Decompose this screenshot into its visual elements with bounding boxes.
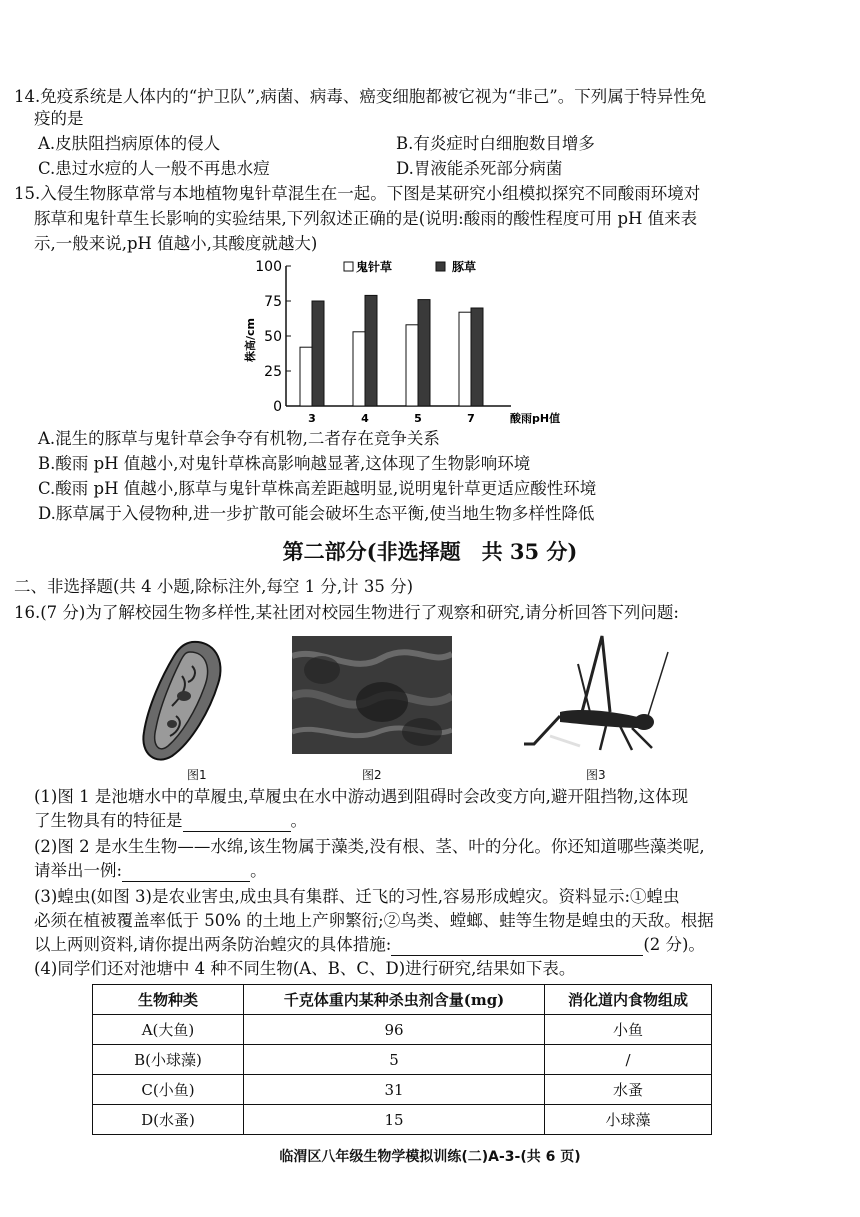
table-cell: 水蚤	[545, 1075, 712, 1105]
y-tick-label: 100	[255, 259, 282, 275]
bar-tuncao	[471, 308, 483, 406]
y-axis-label: 株高/cm	[244, 318, 257, 362]
q16-part1-line1: (1)图 1 是池塘水中的草履虫,草履虫在水中游动遇到阻碍时会改变方向,避开阻挡物,这体现	[34, 787, 689, 806]
x-tick-label: 5	[414, 412, 422, 425]
table-cell: D(水蚤)	[93, 1105, 244, 1135]
q15-stem-line1: 15.入侵生物豚草常与本地植物鬼针草混生在一起。下图是某研究小组模拟探究不同酸雨环境对	[14, 184, 701, 203]
q15-option-d: D.豚草属于入侵物种,进一步扩散可能会破坏生态平衡,使当地生物多样性降低	[38, 504, 595, 523]
q16-part2-line1: (2)图 2 是水生生物——水绵,该生物属于藻类,没有根、茎、叶的分化。你还知道哪些藻类呢,	[34, 837, 705, 856]
q16-stem: 16.(7 分)为了解校园生物多样性,某社团对校园生物进行了观察和研究,请分析回答下列问题:	[14, 603, 679, 622]
q15-option-b: B.酸雨 pH 值越小,对鬼针草株高影响越显著,这体现了生物影响环境	[38, 454, 531, 473]
table-row	[93, 1045, 712, 1075]
figure2-caption: 图2	[362, 768, 382, 782]
q14-option-c: C.患过水痘的人一般不再患水痘	[38, 159, 270, 178]
q16-part3-line3: 以上两则资料,请你提出两条防治蝗灾的具体措施: (2 分)。	[34, 935, 705, 954]
q16-part2-line2: 请举出一例: 。	[34, 861, 267, 880]
figure1-caption: 图1	[187, 768, 207, 782]
table-cell: 5	[244, 1045, 545, 1075]
q15-stem-line3: 示,一般来说,pH 值越小,其酸度就越大)	[34, 234, 318, 253]
legend-swatch-tuncao	[436, 262, 445, 271]
table-cell: 15	[244, 1105, 545, 1135]
y-tick-label: 25	[264, 364, 282, 380]
table-header-row	[93, 985, 712, 1015]
q16-part4: (4)同学们还对池塘中 4 种不同生物(A、B、C、D)进行研究,结果如下表。	[34, 959, 576, 978]
q15-option-c: C.酸雨 pH 值越小,豚草与鬼针草株高差距越明显,说明鬼针草更适应酸性环境	[38, 479, 597, 498]
legend-label-guizhencao: 鬼针草	[356, 260, 393, 274]
answer-blank-3[interactable]	[391, 937, 643, 956]
grasshopper-image	[520, 632, 670, 756]
bar-guizhencao	[300, 347, 312, 406]
page-footer: 临渭区八年级生物学模拟训练(二)A-3-(共 6 页)	[279, 1149, 581, 1165]
ph-height-bar-chart	[240, 256, 580, 426]
table-header-cell: 生物种类	[93, 985, 244, 1015]
y-tick-label: 0	[273, 399, 282, 415]
answer-blank-1[interactable]	[183, 813, 291, 832]
table-cell: 小鱼	[545, 1015, 712, 1045]
table-header-cell: 千克体重内某种杀虫剂含量(mg)	[244, 985, 545, 1015]
bar-tuncao	[365, 295, 377, 406]
x-tick-label: 3	[308, 412, 316, 425]
q14-option-b: B.有炎症时白细胞数目增多	[396, 134, 595, 153]
q16-part1-line2: 了生物具有的特征是 。	[34, 811, 307, 830]
y-tick-label: 50	[264, 329, 282, 345]
table-cell: 小球藻	[545, 1105, 712, 1135]
answer-blank-2[interactable]	[122, 863, 250, 882]
legend-swatch-guizhencao	[344, 262, 353, 271]
table-cell: B(小球藻)	[93, 1045, 244, 1075]
table-cell: C(小鱼)	[93, 1075, 244, 1105]
part2-title: 第二部分(非选择题 共 35 分)	[282, 539, 578, 564]
q15-stem-line2: 豚草和鬼针草生长影响的实验结果,下列叙述正确的是(说明:酸雨的酸性程度可用 pH 值来表	[34, 209, 698, 228]
table-row	[93, 1105, 712, 1135]
table-row	[93, 1075, 712, 1105]
q14-stem-line1: 14.免疫系统是人体内的“护卫队”,病菌、病毒、癌变细胞都被它视为“非己”。下列属于特异性免	[14, 87, 707, 106]
paramecium-image	[132, 636, 232, 764]
figure3-caption: 图3	[586, 768, 606, 782]
spirogyra-image	[292, 636, 452, 754]
table-cell: 31	[244, 1075, 545, 1105]
q14-option-d: D.胃液能杀死部分病菌	[396, 159, 563, 178]
bar-guizhencao	[353, 332, 365, 406]
table-row	[93, 1015, 712, 1045]
bar-guizhencao	[459, 312, 471, 406]
q14-option-a: A.皮肤阻挡病原体的侵人	[38, 134, 221, 153]
bar-tuncao	[418, 300, 430, 406]
bar-tuncao	[312, 301, 324, 406]
x-tick-label: 7	[467, 412, 475, 425]
q15-option-a: A.混生的豚草与鬼针草会争夺有机物,二者存在竞争关系	[38, 429, 440, 448]
legend-label-tuncao: 豚草	[452, 260, 477, 274]
q14-stem-line2: 疫的是	[34, 109, 84, 128]
x-tick-label: 4	[361, 412, 369, 425]
table-header-cell: 消化道内食物组成	[545, 985, 712, 1015]
q16-part3-line2: 必须在植被覆盖率低于 50% 的土地上产卵繁衍;②鸟类、螳螂、蛙等生物是蝗虫的天敌。根据	[34, 911, 714, 930]
table-cell: 96	[244, 1015, 545, 1045]
bar-guizhencao	[406, 325, 418, 406]
x-axis-label: 酸雨pH值	[510, 412, 561, 425]
y-tick-label: 75	[264, 294, 282, 310]
pesticide-results-table	[92, 984, 712, 1135]
table-cell: /	[545, 1045, 712, 1075]
q16-part3-line1: (3)蝗虫(如图 3)是农业害虫,成虫具有集群、迁飞的习性,容易形成蝗灾。资料显示:①蝗虫	[34, 887, 680, 906]
part2-section-heading: 二、非选择题(共 4 小题,除标注外,每空 1 分,计 35 分)	[14, 577, 414, 596]
table-cell: A(大鱼)	[93, 1015, 244, 1045]
